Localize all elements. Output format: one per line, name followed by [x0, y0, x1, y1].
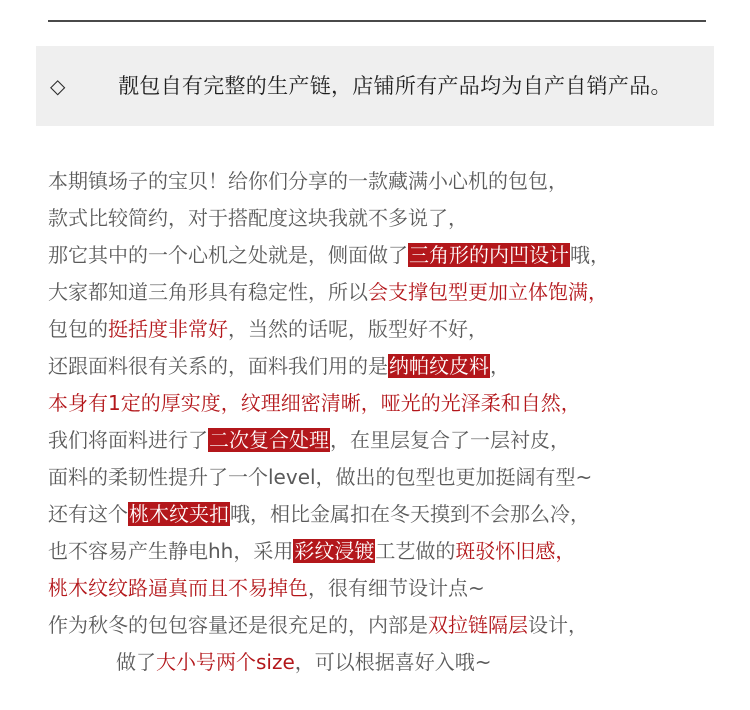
description-line	[48, 348, 738, 385]
plain-text: ，可以根据喜好入哦~	[294, 650, 492, 674]
description-line	[48, 644, 738, 681]
notice-text: 靓包自有完整的生产链，店铺所有产品均为自产自销产品。	[118, 74, 672, 98]
plain-text: 面料的柔韧性提升了一个level，做出的包型也更加挺阔有型~	[48, 465, 593, 489]
highlight-box-text: 三角形的内凹设计	[409, 243, 569, 267]
plain-text: 大家都知道三角形具有稳定性，所以	[48, 280, 368, 304]
description-line	[48, 237, 738, 274]
description-line	[48, 607, 738, 644]
top-divider	[48, 20, 706, 22]
notice-banner	[36, 46, 714, 126]
diamond-icon: ◇	[50, 74, 66, 98]
plain-text: 设计，	[528, 613, 588, 637]
highlight-red-text: 会支撑包型更加立体饱满，	[368, 280, 608, 304]
highlight-red-text: 桃木纹纹路逼真而且不易掉色	[48, 576, 308, 600]
plain-text: 那它其中的一个心机之处就是，侧面做了	[48, 243, 408, 267]
highlight-red-text: 双拉链隔层	[428, 613, 528, 637]
plain-text: ，	[490, 354, 510, 378]
description-line	[48, 570, 738, 607]
plain-text: ，在里层复合了一层衬皮，	[330, 428, 570, 452]
highlight-box-text: 桃木纹夹扣	[129, 502, 229, 526]
description-line	[48, 496, 738, 533]
description-line	[48, 311, 738, 348]
plain-text: ，当然的话呢，版型好不好，	[228, 317, 488, 341]
product-description	[48, 163, 738, 681]
description-line	[48, 163, 738, 200]
description-line	[48, 200, 738, 237]
highlight-red-text: 斑驳怀旧感，	[455, 539, 576, 563]
highlight-red-text: 大小号两个size	[156, 650, 295, 674]
description-line	[48, 274, 738, 311]
highlight-box-text: 彩纹浸镀	[294, 539, 375, 563]
plain-text: 作为秋冬的包包容量还是很充足的，内部是	[48, 613, 428, 637]
highlight-red-text: 本身有1定的厚实度，纹理细密清晰，哑光的光泽柔和自然，	[48, 391, 581, 415]
plain-text: 还有这个	[48, 502, 128, 526]
plain-text: 本期镇场子的宝贝！给你们分享的一款藏满小心机的包包，	[48, 169, 568, 193]
plain-text: 哦，相比金属扣在冬天摸到不会那么冷，	[230, 502, 590, 526]
plain-text: 也不容易产生静电hh，采用	[48, 539, 294, 563]
description-line	[48, 459, 738, 496]
description-line	[48, 422, 738, 459]
description-line	[48, 385, 738, 422]
highlight-box-text: 纳帕纹皮料	[389, 354, 489, 378]
plain-text: 做了	[116, 650, 156, 674]
description-line	[48, 533, 738, 570]
highlight-red-text: 挺括度非常好	[108, 317, 228, 341]
plain-text: 哦，	[570, 243, 610, 267]
highlight-box-text: 二次复合处理	[209, 428, 329, 452]
plain-text: 工艺做的	[375, 539, 456, 563]
plain-text: 我们将面料进行了	[48, 428, 208, 452]
plain-text: 包包的	[48, 317, 108, 341]
plain-text: 还跟面料很有关系的，面料我们用的是	[48, 354, 388, 378]
plain-text: ，很有细节设计点~	[308, 576, 485, 600]
plain-text: 款式比较简约，对于搭配度这块我就不多说了，	[48, 206, 468, 230]
